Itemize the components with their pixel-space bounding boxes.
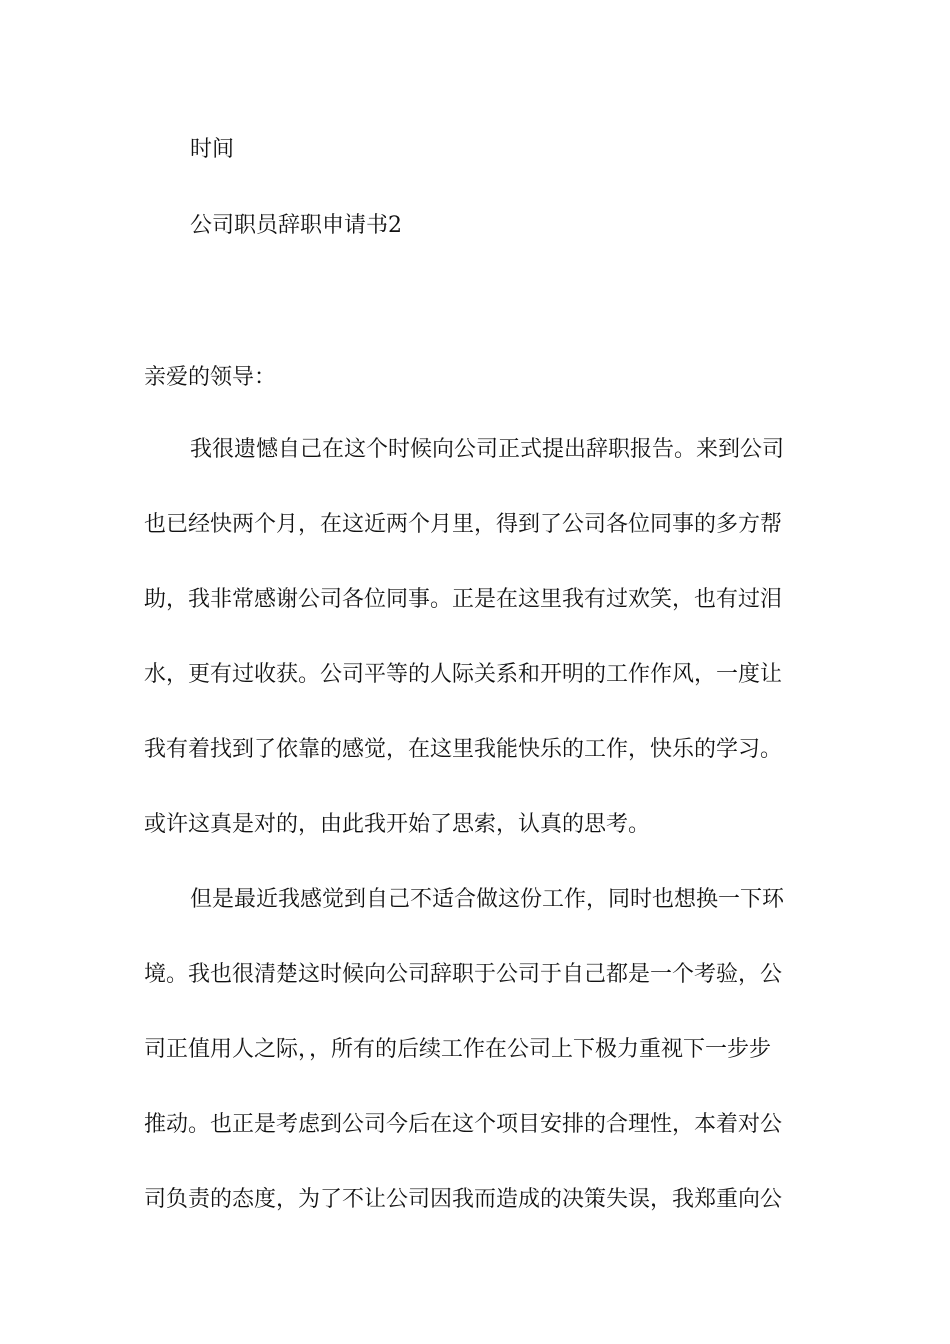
body-line: 境。我也很清楚这时候向公司辞职于公司于自己都是一个考验，公 xyxy=(144,962,783,987)
body-line: 或许这真是对的，由此我开始了思索，认真的思考。 xyxy=(144,812,651,837)
body-line: 但是最近我感觉到自己不适合做这份工作，同时也想换一下环 xyxy=(190,887,785,912)
time-label: 时间 xyxy=(190,137,235,162)
body-line: 推动。也正是考虑到公司今后在这个项目安排的合理性，本着对公 xyxy=(144,1112,783,1137)
body-line: 司负责的态度，为了不让公司因我而造成的决策失误，我郑重向公 xyxy=(144,1187,783,1212)
body-line: 水，更有过收获。公司平等的人际关系和开明的工作作风，一度让 xyxy=(144,662,783,687)
body-line: 我有着找到了依靠的感觉，在这里我能快乐的工作，快乐的学习。 xyxy=(144,737,783,762)
document-title: 公司职员辞职申请书2 xyxy=(190,213,402,238)
salutation: 亲爱的领导： xyxy=(144,365,277,390)
body-line: 助，我非常感谢公司各位同事。正是在这里我有过欢笑，也有过泪 xyxy=(144,587,783,612)
body-line: 我很遗憾自己在这个时候向公司正式提出辞职报告。来到公司 xyxy=(190,437,785,462)
body-line: 也已经快两个月，在这近两个月里，得到了公司各位同事的多方帮 xyxy=(144,512,783,537)
body-line: 司正值用人之际，，所有的后续工作在公司上下极力重视下一步步 xyxy=(144,1037,772,1062)
